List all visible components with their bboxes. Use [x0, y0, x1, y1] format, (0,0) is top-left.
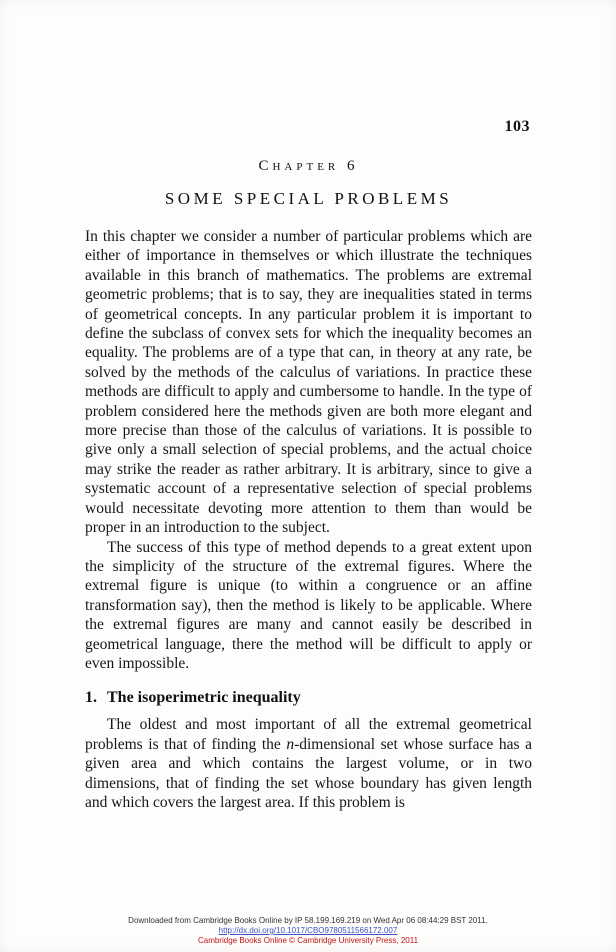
chapter-label: Chapter 6 [258, 158, 359, 174]
page-number: 103 [504, 118, 530, 135]
footer-doi-link[interactable]: http://dx.doi.org/10.1017/CBO9780511566172.007 [218, 926, 398, 935]
paragraph-3-text-end: -dimensional set whose surface has a given area and which contains the largest volume, or in two dimensions, that of finding the set whose boundary has given length and which covers the largest area. If this problem is [85, 735, 533, 811]
section-heading-text: The isoperimetric inequality [107, 689, 301, 707]
section-heading [85, 689, 532, 707]
footer-download-info: Downloaded from Cambridge Books Online by IP 58.199.169.219 on Wed Apr 06 08:44:29 BST 2011. [128, 916, 488, 925]
body-paragraph-2: The success of this type of method depends to a great extent upon the simplicity of the structure of the extremal figures. Where the extremal figure is unique (to within a congruence or an affine transformation say), then the method is likely to be applicable. Where the extremal figures are many and cannot easily be described in geometrical language, there the method will be difficult to apply or even impossible. [85, 538, 532, 672]
body-paragraph-1: In this chapter we consider a number of particular problems which are either of importance in themselves or which illustrate the techniques available in this branch of mathematics. The problems are extremal geometric problems; that is to say, they are inequalities stated in terms of geometrical concepts. In any particular problem it is important to define the subclass of convex sets for which the inequality becomes an equality. The problems are of a type that can, in theory at any rate, be solved by the methods of the calculus of variations. In practice these methods are difficult to apply and cumbersome to handle. In the type of problem considered here the methods given are both more elegant and more precise than those of the calculus of variations. It is possible to give only a small selection of special problems, and the actual choice may strike the reader as rather arbitrary. It is arbitrary, since to give a systematic account of a representative selection of special problems would necessitate devoting more attention to them than would be proper in an introduction to the subject. [85, 228, 532, 537]
footer-copyright: Cambridge Books Online © Cambridge University Press, 2011 [197, 936, 419, 945]
paragraph-3-italic-n: n [286, 735, 295, 753]
section-number: 1. [85, 689, 97, 707]
body-paragraph-3 [85, 715, 532, 812]
chapter-title: SOME SPECIAL PROBLEMS [164, 189, 453, 208]
page-footer [0, 916, 616, 946]
paragraph-3-text-start: The oldest and most important of all the extremal geometrical problems is that of finding the [85, 716, 532, 753]
